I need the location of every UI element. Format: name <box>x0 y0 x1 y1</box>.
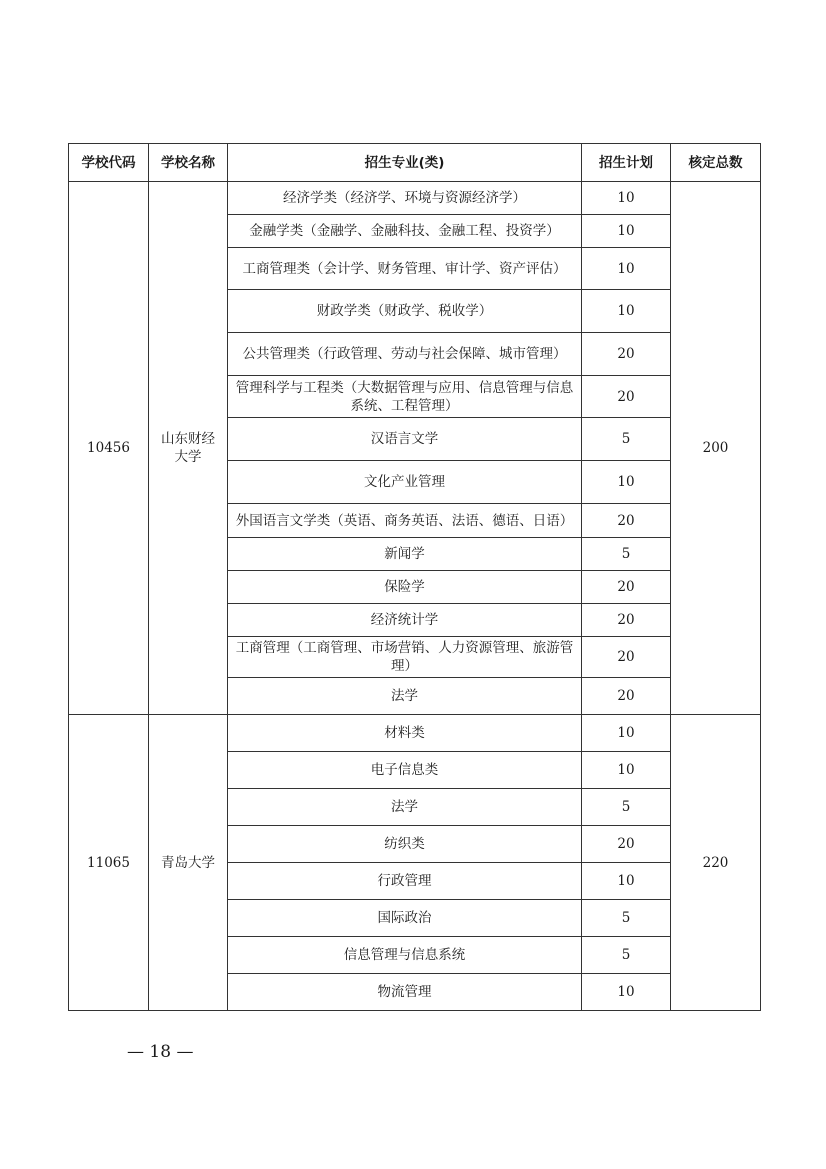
header-total: 核定总数 <box>671 144 761 182</box>
major-cell: 公共管理类（行政管理、劳动与社会保障、城市管理） <box>228 333 582 376</box>
school-code-cell: 11065 <box>69 715 149 1011</box>
major-cell: 法学 <box>228 789 582 826</box>
school-name-cell: 山东财经大学 <box>149 182 228 715</box>
school-name-cell: 青岛大学 <box>149 715 228 1011</box>
header-plan: 招生计划 <box>582 144 671 182</box>
plan-cell: 5 <box>582 900 671 937</box>
plan-cell: 20 <box>582 678 671 715</box>
plan-cell: 10 <box>582 461 671 504</box>
header-row <box>69 144 761 182</box>
header-school-code: 学校代码 <box>69 144 149 182</box>
major-cell: 工商管理类（会计学、财务管理、审计学、资产评估） <box>228 248 582 290</box>
major-cell: 信息管理与信息系统 <box>228 937 582 974</box>
plan-cell: 10 <box>582 715 671 752</box>
plan-cell: 10 <box>582 974 671 1011</box>
page-number: — 18 — <box>127 1042 194 1062</box>
plan-cell: 5 <box>582 418 671 461</box>
major-cell: 工商管理（工商管理、市场营销、人力资源管理、旅游管理） <box>228 637 582 678</box>
plan-cell: 20 <box>582 376 671 418</box>
major-cell: 纺织类 <box>228 826 582 863</box>
plan-cell: 20 <box>582 333 671 376</box>
major-cell: 新闻学 <box>228 538 582 571</box>
major-cell: 法学 <box>228 678 582 715</box>
major-cell: 财政学类（财政学、税收学） <box>228 290 582 333</box>
plan-cell: 5 <box>582 538 671 571</box>
major-cell: 保险学 <box>228 571 582 604</box>
plan-cell: 5 <box>582 789 671 826</box>
plan-cell: 10 <box>582 182 671 215</box>
plan-cell: 10 <box>582 752 671 789</box>
enrollment-table <box>68 143 761 1011</box>
major-cell: 金融学类（金融学、金融科技、金融工程、投资学） <box>228 215 582 248</box>
major-cell: 外国语言文学类（英语、商务英语、法语、德语、日语） <box>228 504 582 538</box>
header-school-name: 学校名称 <box>149 144 228 182</box>
plan-cell: 5 <box>582 937 671 974</box>
school-code-cell: 10456 <box>69 182 149 715</box>
major-cell: 国际政治 <box>228 900 582 937</box>
plan-cell: 20 <box>582 637 671 678</box>
plan-cell: 10 <box>582 290 671 333</box>
total-cell: 220 <box>671 715 761 1011</box>
major-cell: 文化产业管理 <box>228 461 582 504</box>
table-row <box>69 715 761 752</box>
table-row <box>69 182 761 215</box>
plan-cell: 20 <box>582 504 671 538</box>
major-cell: 材料类 <box>228 715 582 752</box>
major-cell: 物流管理 <box>228 974 582 1011</box>
major-cell: 经济统计学 <box>228 604 582 637</box>
major-cell: 管理科学与工程类（大数据管理与应用、信息管理与信息系统、工程管理） <box>228 376 582 418</box>
plan-cell: 20 <box>582 826 671 863</box>
total-cell: 200 <box>671 182 761 715</box>
major-cell: 行政管理 <box>228 863 582 900</box>
major-cell: 汉语言文学 <box>228 418 582 461</box>
major-cell: 电子信息类 <box>228 752 582 789</box>
major-cell: 经济学类（经济学、环境与资源经济学） <box>228 182 582 215</box>
plan-cell: 20 <box>582 604 671 637</box>
plan-cell: 10 <box>582 215 671 248</box>
header-major: 招生专业(类) <box>228 144 582 182</box>
plan-cell: 10 <box>582 248 671 290</box>
plan-cell: 20 <box>582 571 671 604</box>
plan-cell: 10 <box>582 863 671 900</box>
